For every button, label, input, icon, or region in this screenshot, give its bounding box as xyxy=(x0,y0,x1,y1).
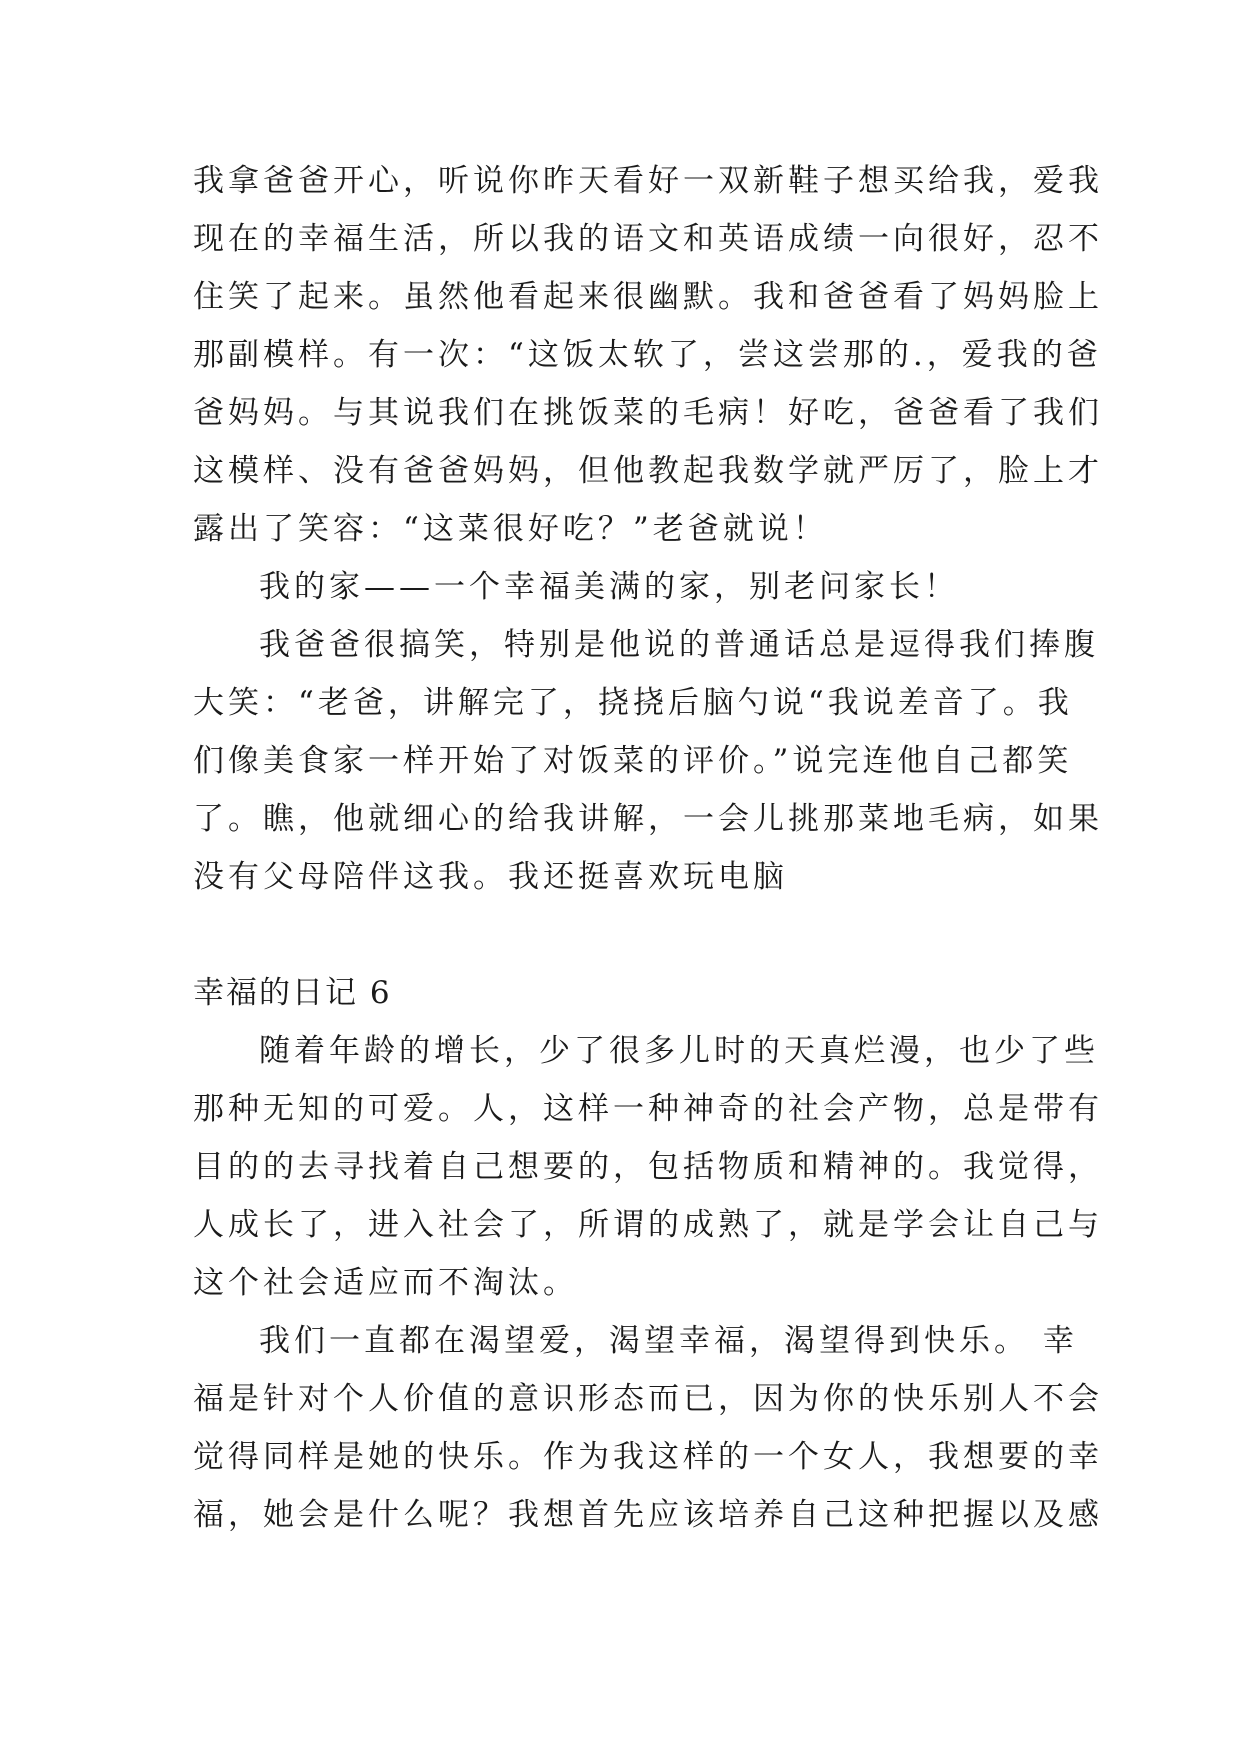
text-line: 福是针对个人价值的意识形态而已，因为你的快乐别人不会 xyxy=(193,1381,1103,1417)
paragraph-3 xyxy=(193,616,1103,906)
section-heading: 幸福的日记 6 xyxy=(193,975,392,1011)
paragraph-2 xyxy=(193,558,1073,616)
text-line: 住笑了起来。虽然他看起来很幽默。我和爸爸看了妈妈脸上 xyxy=(193,279,1103,315)
text-line: 那副模样。有一次：“这饭太软了，尝这尝那的.，爱我的爸 xyxy=(193,337,1102,373)
paragraph-4 xyxy=(193,1022,1103,1312)
text-line: 露出了笑容：“这菜很好吃？”老爸就说！ xyxy=(193,511,828,547)
text-line: 这模样、没有爸爸妈妈，但他教起我数学就严厉了，脸上才 xyxy=(193,453,1103,489)
text-line: 我拿爸爸开心，听说你昨天看好一双新鞋子想买给我，爱我 xyxy=(193,163,1103,199)
text-line: 我们一直都在渴望爱，渴望幸福，渴望得到快乐。 幸 xyxy=(259,1323,1078,1359)
text-line: 了。瞧，他就细心的给我讲解，一会儿挑那菜地毛病，如果 xyxy=(193,801,1103,837)
text-line: 我爸爸很搞笑，特别是他说的普通话总是逗得我们捧腹 xyxy=(259,627,1099,663)
paragraph-1 xyxy=(193,152,1103,558)
text-line: 人成长了，进入社会了，所谓的成熟了，就是学会让自己与 xyxy=(193,1207,1103,1243)
text-line: 这个社会适应而不淘汰。 xyxy=(193,1265,578,1301)
text-line: 目的的去寻找着自己想要的，包括物质和精神的。我觉得， xyxy=(193,1149,1103,1185)
text-line: 们像美食家一样开始了对饭菜的评价。”说完连他自己都笑 xyxy=(193,743,1073,779)
text-line: 现在的幸福生活，所以我的语文和英语成绩一向很好，忍不 xyxy=(193,221,1103,257)
text-line: 那种无知的可爱。人，这样一种神奇的社会产物，总是带有 xyxy=(193,1091,1103,1127)
text-line: 我的家——一个幸福美满的家，别老问家长！ xyxy=(259,569,959,605)
text-line: 大笑：“老爸，讲解完了，挠挠后脑勺说“我说差音了。我 xyxy=(193,685,1073,721)
text-line: 随着年龄的增长，少了很多儿时的天真烂漫，也少了些 xyxy=(259,1033,1099,1069)
text-line: 福，她会是什么呢？我想首先应该培养自己这种把握以及感 xyxy=(193,1497,1103,1533)
text-line: 觉得同样是她的快乐。作为我这样的一个女人，我想要的幸 xyxy=(193,1439,1103,1475)
document-body xyxy=(193,152,1103,1544)
section-gap xyxy=(193,906,1073,964)
paragraph-5 xyxy=(193,1312,1103,1544)
text-line: 没有父母陪伴这我。我还挺喜欢玩电脑 xyxy=(193,859,788,895)
text-line: 爸妈妈。与其说我们在挑饭菜的毛病！好吃，爸爸看了我们 xyxy=(193,395,1103,431)
